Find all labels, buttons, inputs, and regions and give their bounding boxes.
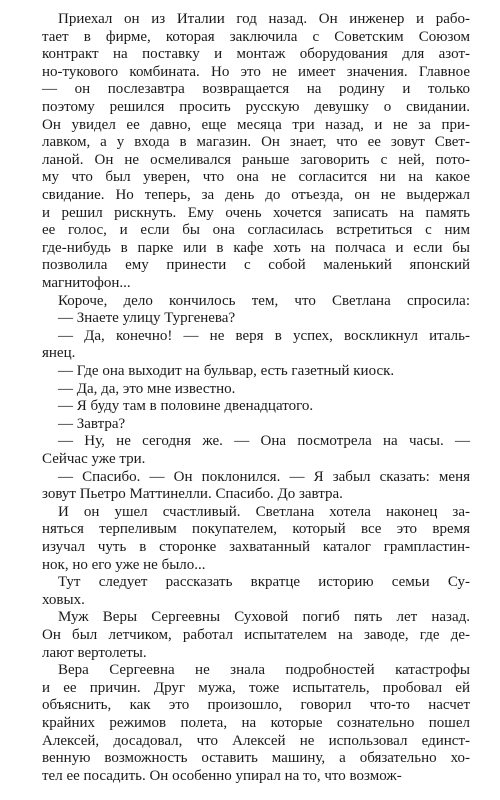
text-line: поэтому решился просить русскую девушку о свидании. xyxy=(42,99,470,115)
text-line: — Я буду там в половине двенадцатого. xyxy=(58,398,314,415)
text-line: янец. xyxy=(42,345,76,362)
text-line: Муж Веры Сергеевны Суховой погиб пять лет назад. xyxy=(58,609,470,626)
text-line: венную возможность оставить машину, а обязательно хо- xyxy=(42,750,470,767)
text-line: лавком, а у входа в магазин. Он знает, что ее зовут Свет- xyxy=(42,134,470,151)
text-line: крайних режимов полета, на которые сознательно пошел xyxy=(42,715,470,731)
text-line: — Знаете улицу Тургенева? xyxy=(58,310,236,327)
text-line: — Да, конечно! — не веря в успех, воскликнул италь- xyxy=(58,327,470,344)
text-line: лают вертолеты. xyxy=(42,644,147,661)
text-line: Приехал он из Италии год назад. Он инженер и рабо- xyxy=(58,11,470,27)
text-line: но-тукового комбината. Но это не имеет значения. Главное xyxy=(42,63,470,80)
text-line: И он ушел счастливый. Светлана хотела наконец за- xyxy=(58,503,470,520)
text-line: — Да, да, это мне известно. xyxy=(58,380,236,397)
text-line: ее голос, и если бы она согласилась встретиться с ним xyxy=(42,222,470,239)
text-line: Алексей, досадовал, что Алексей не использовал единст- xyxy=(42,732,470,749)
text-line: изучал чуть в сторонке захватанный каталог грампластин- xyxy=(42,539,470,555)
text-line: няться терпеливым покупателем, который все это время xyxy=(42,521,470,538)
text-line: Он был летчиком, работал испытателем на заводе, где де- xyxy=(42,627,470,643)
text-line: — Где она выходит на бульвар, есть газетный киоск. xyxy=(58,363,395,379)
text-line: объяснить, как это произошло, говорил что-то насчет xyxy=(42,697,470,714)
text-line: тел ее посадить. Он особенно упирал на то, что возмож- xyxy=(42,767,402,784)
text-line: — Спасибо. — Он поклонился. — Я забыл сказать: меня xyxy=(58,468,470,485)
text-line: Он увидел ее давно, еще месяца три назад, и не за при- xyxy=(42,116,470,133)
text-line: Вера Сергеевна не знала подробностей катастрофы xyxy=(58,662,470,679)
text-line: ховых. xyxy=(42,591,85,608)
text-line: позволила ему принести с собой маленький японский xyxy=(42,257,470,274)
text-line: ланой. Он не осмеливался раньше заговорить с ней, пото- xyxy=(42,151,470,168)
text-line: Тут следует рассказать вкратце историю семьи Су- xyxy=(58,574,470,591)
text-line: и решил рискнуть. Ему очень хочется записать на память xyxy=(42,204,470,221)
text-line: тает в фирме, которая заключила с Советским Союзом xyxy=(42,28,470,45)
text-line: — Ну, не сегодня же. — Она посмотрела на часы. — xyxy=(58,433,470,450)
text-line: и ее причин. Друг мужа, тоже испытатель, пробовал ей xyxy=(42,679,470,696)
text-line: контракт на поставку и монтаж оборудования для азот- xyxy=(42,46,470,63)
text-line: Короче, дело кончилось тем, что Светлана спросила: xyxy=(58,292,470,309)
text-line: магнитофон... xyxy=(42,275,131,291)
text-line: му что был уверен, что она не согласится ни на какое xyxy=(42,169,470,186)
text-line: свидание. Но теперь, за день до отъезда, он не выдержал xyxy=(42,187,470,203)
text-line: — он послезавтра возвращается на родину и только xyxy=(42,81,470,98)
text-line: где-нибудь в парке или в кафе хоть на полчаса и если бы xyxy=(42,239,470,256)
text-line: — Завтра? xyxy=(58,415,126,432)
text-line: Сейчас уже три. xyxy=(42,451,146,467)
text-line: нок, но его уже не было... xyxy=(42,556,206,573)
text-line: зовут Пьетро Маттинелли. Спасибо. До завтра. xyxy=(42,486,343,503)
